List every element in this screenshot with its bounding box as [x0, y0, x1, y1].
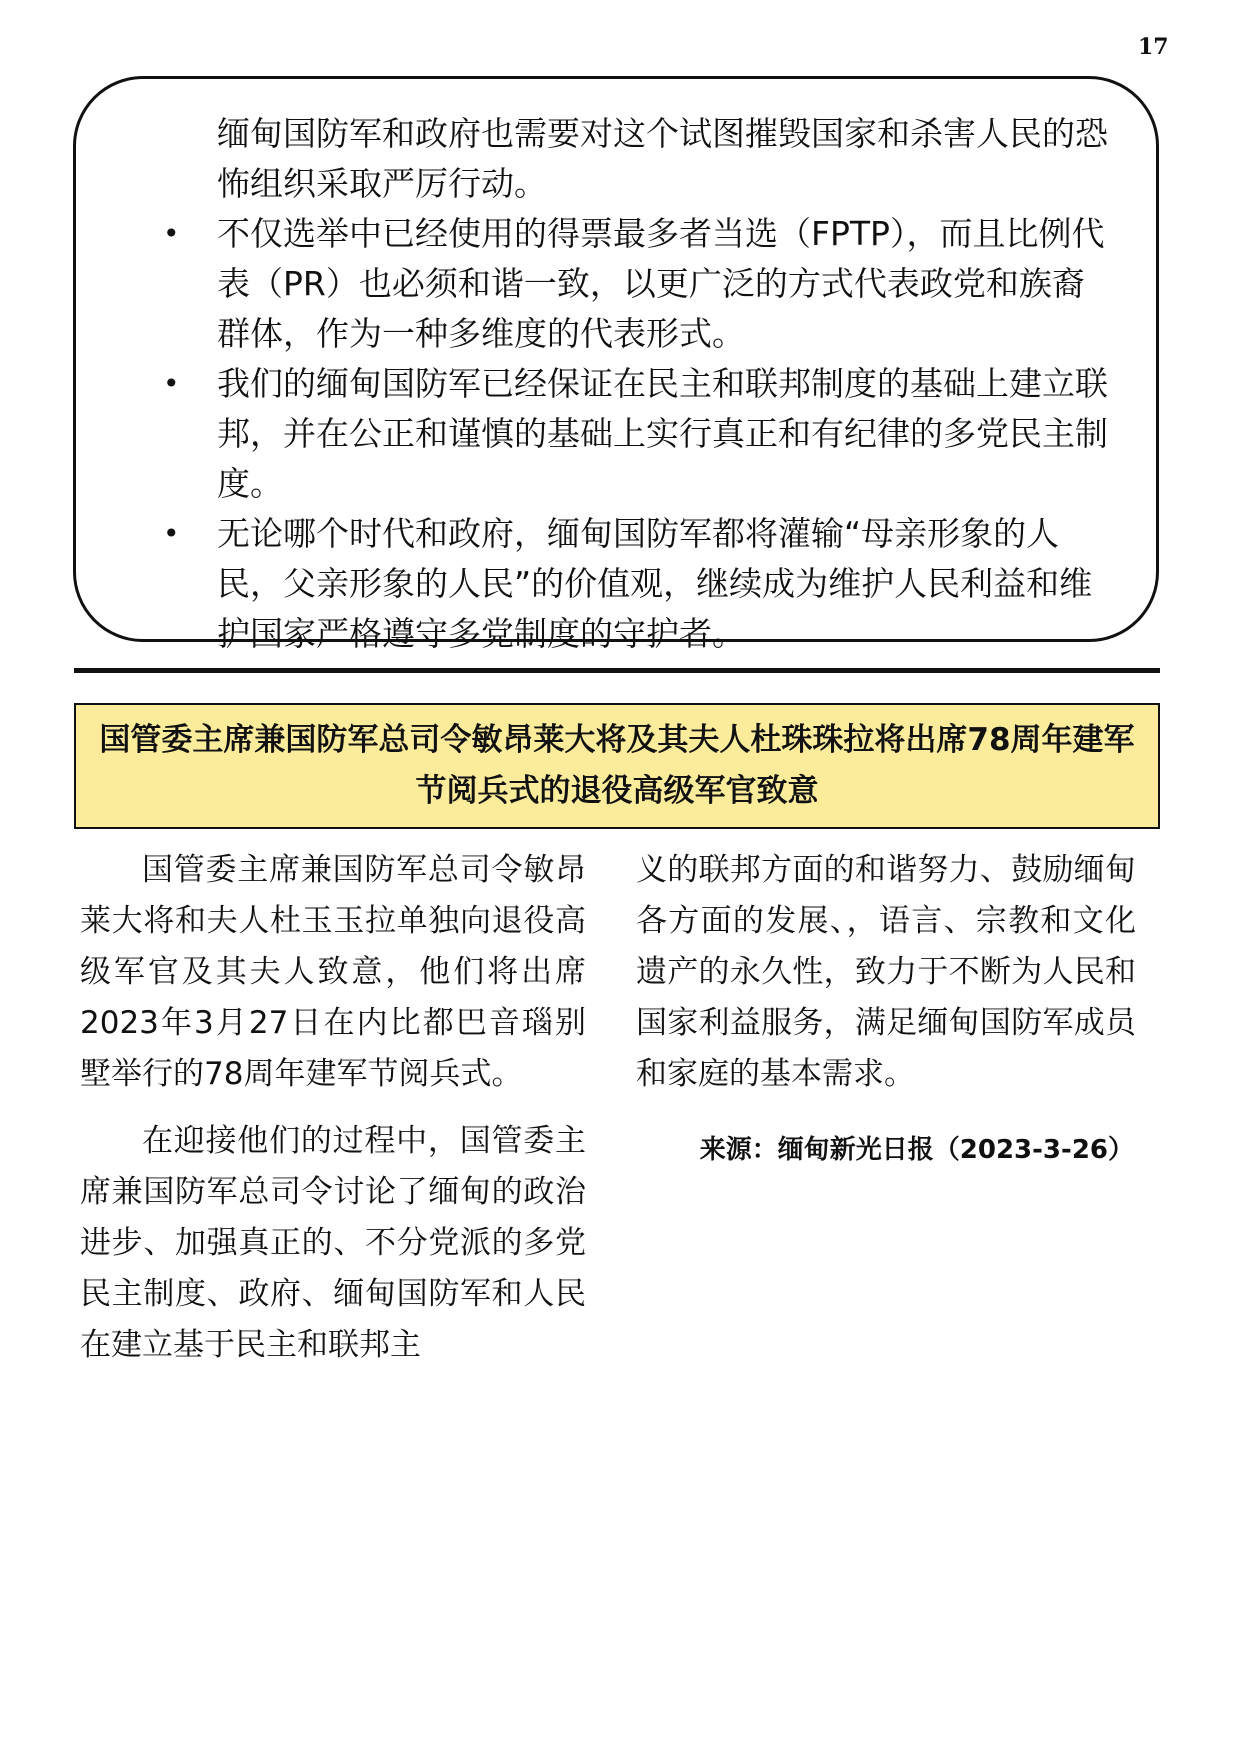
bullet-item	[143, 509, 1113, 659]
bullet-icon: •	[163, 367, 180, 400]
bullet-list	[143, 209, 1143, 659]
page-number: 17	[1138, 34, 1169, 60]
article-paragraph: 国管委主席兼国防军总司令敏昂莱大将和夫人杜玉玉拉单独向退役高级军官及其夫人致意，他们将出席2023年3月27日在内比都巴音瑙别墅举行的78周年建军节阅兵式。	[80, 852, 586, 1092]
bullet-item	[143, 209, 1113, 359]
highlight-box	[73, 76, 1159, 653]
section-divider	[74, 668, 1160, 673]
article-paragraph: 在迎接他们的过程中，国管委主席兼国防军总司令讨论了缅甸的政治进步、加强真正的、不分党派的多党民主制度、政府、缅甸国防军和人民在建立基于民主和联邦主	[80, 1123, 586, 1363]
article-column-left	[80, 845, 586, 1387]
bullet-text: 不仅选举中已经使用的得票最多者当选（FPTP），而且比例代表（PR）也必须和谐一致，以更广泛的方式代表政党和族裔群体，作为一种多维度的代表形式。	[217, 214, 1105, 353]
bullet-text: 我们的缅甸国防军已经保证在民主和联邦制度的基础上建立联邦，并在公正和谨慎的基础上实行真正和有纪律的多党民主制度。	[217, 364, 1108, 503]
bullet-icon: •	[163, 217, 180, 250]
headline-title: 国管委主席兼国防军总司令敏昂莱大将及其夫人杜珠珠拉将出席78周年建军节阅兵式的退役高级军官致意	[99, 722, 1135, 809]
article-column-right	[636, 845, 1136, 1170]
box-content	[143, 109, 1143, 659]
bullet-text: 无论哪个时代和政府，缅甸国防军都将灌输“母亲形象的人民，父亲形象的人民”的价值观，继续成为维护人民利益和维护国家严格遵守多党制度的守护者。	[217, 514, 1093, 653]
box-continuation-text: 缅甸国防军和政府也需要对这个试图摧毁国家和杀害人民的恐怖组织采取严厉行动。	[217, 114, 1108, 203]
headline-banner	[74, 703, 1160, 829]
bullet-icon: •	[163, 517, 180, 550]
bullet-item	[143, 359, 1113, 509]
source-citation: 来源：缅甸新光日报（2023-3-26）	[699, 1135, 1134, 1165]
article-continuation: 义的联邦方面的和谐努力、鼓励缅甸各方面的发展、，语言、宗教和文化遗产的永久性，致力于不断为人民和国家利益服务，满足缅甸国防军成员和家庭的基本需求。	[636, 852, 1136, 1092]
